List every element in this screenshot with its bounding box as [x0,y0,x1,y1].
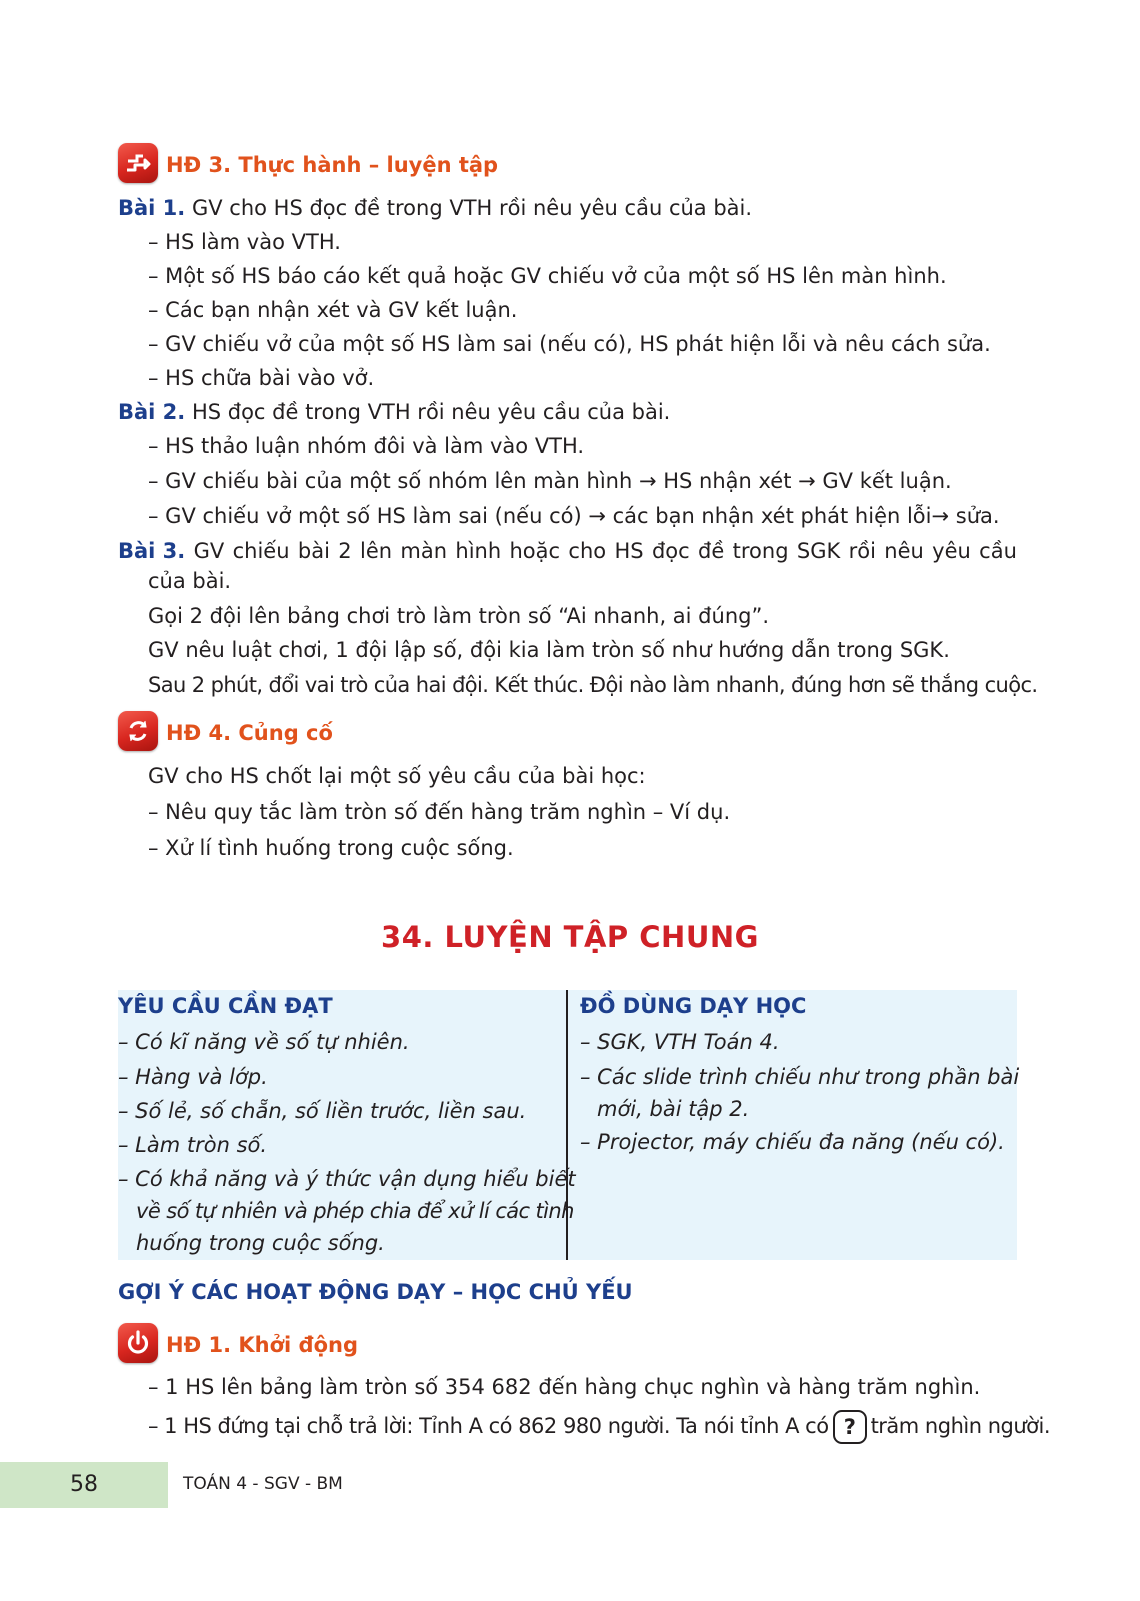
hd1-line2-end: trăm nghìn người. [870,1414,1051,1438]
word: rồi [848,539,876,563]
refresh-icon [118,711,158,751]
list-item: – HS thảo luận nhóm đôi và làm vào VTH. [148,434,585,458]
hd3-title: HĐ 3. Thực hành – luyện tập [166,153,499,177]
list-item: Sau 2 phút, đổi vai trò của hai đội. Kết thúc. Đội nào làm nhanh, đúng hơn sẽ thắng cuộc. [148,673,1038,697]
list-item: – GV chiếu vở một số HS làm sai (nếu có) → các bạn nhận xét phát hiện lỗi→ sửa. [148,504,1000,528]
list-item: – Một số HS báo cáo kết quả hoặc GV chiếu vở của một số HS lên màn hình. [148,264,947,288]
bai3-label: Bài 3. [118,539,186,563]
requirement-item: – Hàng và lớp. [118,1065,268,1089]
word: màn [400,539,448,563]
material-item: – Projector, máy chiếu đa năng (nếu có). [580,1130,1005,1154]
bai3-cont: của bài. [148,569,232,593]
list-item: GV nêu luật chơi, 1 đội lập số, đội kia làm tròn số như hướng dẫn trong SGK. [148,638,950,662]
bai1-label: Bài 1. [118,196,186,220]
question-box: ? [833,1410,867,1444]
bai1-line [118,193,752,223]
hd4-intro: GV cho HS chốt lại một số yêu cầu của bài học: [148,764,646,788]
requirement-item: – Số lẻ, số chẵn, số liền trước, liền sau. [118,1099,527,1123]
requirements-heading: YÊU CẦU CẦN ĐẠT [118,994,333,1018]
list-item: – Các bạn nhận xét và GV kết luận. [148,298,518,322]
word: đọc [651,539,690,563]
bai2-line [118,397,670,427]
requirement-item: về số tự nhiên và phép chia để xử lí các tình [136,1199,574,1223]
word: cho [568,539,607,563]
word: lên [359,539,393,563]
word: yêu [932,539,971,563]
book-title: TOÁN 4 - SGV - BM [183,1474,343,1494]
word: hình [455,539,502,563]
bai2-text: HS đọc đề trong VTH rồi nêu yêu cầu của bài. [185,400,671,424]
word: nêu [884,539,924,563]
materials-heading: ĐỒ DÙNG DẠY HỌC [580,994,807,1018]
list-item: Gọi 2 đội lên bảng chơi trò làm tròn số “Ai nhanh, ai đúng”. [148,604,770,628]
hd1-line2 [148,1410,1050,1444]
word: đề [698,539,725,563]
word: cầu [979,539,1017,563]
hd1-line2-text: – 1 HS đứng tại chỗ trả lời: Tỉnh A có 862 980 người. Ta nói tỉnh A có [148,1414,829,1438]
lesson-title: 34. LUYỆN TẬP CHUNG [381,920,759,954]
requirement-item: – Có khả năng và ý thức vận dụng hiểu biết [118,1167,576,1191]
word: hoặc [509,539,561,563]
list-item: – Xử lí tình huống trong cuộc sống. [148,836,514,860]
material-item: – Các slide trình chiếu như trong phần bài [580,1065,1020,1089]
hd1-title: HĐ 1. Khởi động [166,1333,358,1357]
power-icon [118,1323,158,1363]
page-number: 58 [70,1472,98,1497]
word: trong [732,539,789,563]
word: GV [193,539,225,563]
activities-heading: GỢI Ý CÁC HOẠT ĐỘNG DẠY – HỌC CHỦ YẾU [118,1280,633,1304]
material-item: mới, bài tập 2. [597,1097,750,1121]
practice-icon [118,143,158,183]
list-item: – GV chiếu vở của một số HS làm sai (nếu có), HS phát hiện lỗi và nêu cách sửa. [148,332,991,356]
hd4-title: HĐ 4. Củng cố [166,721,333,745]
requirement-item: – Làm tròn số. [118,1133,268,1157]
bai2-label: Bài 2. [118,400,186,424]
word: 2 [338,539,352,563]
list-item: – 1 HS lên bảng làm tròn số 354 682 đến hàng chục nghìn và hàng trăm nghìn. [148,1375,981,1399]
list-item: – Nêu quy tắc làm tròn số đến hàng trăm nghìn – Ví dụ. [148,800,731,824]
word: SGK [796,539,841,563]
material-item: – SGK, VTH Toán 4. [580,1030,780,1054]
requirement-item: – Có kĩ năng về số tự nhiên. [118,1030,410,1054]
bai1-text: GV cho HS đọc đề trong VTH rồi nêu yêu cầu của bài. [185,196,753,220]
word: chiếu [232,539,290,563]
bai3-line [118,536,1017,566]
list-item: – GV chiếu bài của một số nhóm lên màn hình → HS nhận xét → GV kết luận. [148,469,952,493]
requirement-item: huống trong cuộc sống. [136,1231,385,1255]
word: bài [297,539,330,563]
list-item: – HS chữa bài vào vở. [148,366,375,390]
list-item: – HS làm vào VTH. [148,230,341,254]
word: HS [614,539,644,563]
